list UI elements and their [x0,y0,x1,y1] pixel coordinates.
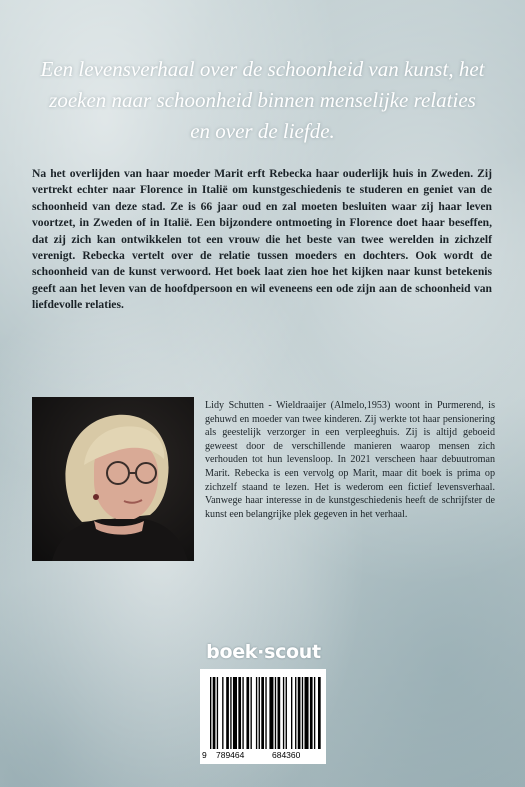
barcode-bar [226,677,229,749]
barcode-bar [233,677,237,749]
author-portrait-image [32,397,194,561]
barcode-digits [200,750,326,762]
barcode-bar [246,677,249,749]
barcode-bar [295,677,296,749]
barcode-bar [217,677,218,749]
barcode-bars [200,669,326,751]
barcode-bar [269,677,273,749]
barcode-bar [310,677,313,749]
barcode-bar [242,677,243,749]
barcode-bar [265,677,266,749]
barcode-bar [286,677,287,749]
barcode-bar [298,677,301,749]
barcode-bar [302,677,303,749]
barcode-bar [230,677,231,749]
barcode-bar [261,677,264,749]
barcode-bar [222,677,223,749]
isbn-barcode [200,669,326,764]
blurb-text: Na het overlijden van haar moeder Marit erft Rebecka haar ouderlijk huis in Zweden. Zij vertrekt echter naar Florence in Italië om kunstgeschiedenis te studeren en geniet van de schoonheid van deze stad. Ze is 66 jaar oud en zal moeten besluiten waar zij haar leven voortzet, in Zweden of in Italië. Een bijzondere ontmoeting in Florence doet haar beseffen, dat zij zich kan ontwikkelen tot een vrouw die het beste van twee werelden in zichzelf verenigt. Rebecka vertelt over de relatie tussen moeders en dochters. Ook wordt de schoonheid van de kunst verwoord. Het boek laat zien hoe het kijken naar kunst betekenis geeft aan het leven van de hoofdpersoon en wil eveneens een ode zijn aan de schoonheid van liefdevolle relaties. [32,167,492,312]
barcode-bar [238,677,241,749]
barcode-bar [291,677,292,749]
barcode-bar [213,677,216,749]
barcode-bar [251,677,252,749]
publisher-logo: boek·scout [206,641,321,663]
barcode-group-left: 789464 [216,750,245,760]
barcode-bar [318,677,321,749]
author-photo [32,397,194,561]
barcode-group-right: 684360 [272,750,301,760]
barcode-bar [259,677,260,749]
barcode-bar [275,677,276,749]
barcode-bar [283,677,284,749]
author-bio: Lidy Schutten - Wieldraaijer (Almelo,1953) woont in Purmerend, is gehuwd en moeder van twee kinderen. Zij werkte tot haar pensionering als geestelijk verzorger in een verpleeghuis. Zij is altijd geboeid geweest door de verschillende manieren waarop mensen zich verhouden tot hun levensloop. In 2021 verscheen haar debuutroman Marit. Rebecka is een vervolg op Marit, maar dit boek is prima op zichzelf staand te lezen. Het is wederom een fictief levensverhaal. Vanwege haar interesse in de kunstgeschiedenis heeft de schrijfster de kunst een belangrijke plek gegeven in het verhaal. [205,400,495,520]
barcode-bar [256,677,257,749]
barcode-lead-digit: 9 [202,750,207,760]
barcode-bar [278,677,281,749]
barcode-bar [210,677,211,749]
tagline: Een levensverhaal over de schoonheid van kunst, het zoeken naar schoonheid binnen menselijke relaties en over de liefde. [40,57,485,143]
barcode-bar [314,677,315,749]
barcode-bar [305,677,309,749]
